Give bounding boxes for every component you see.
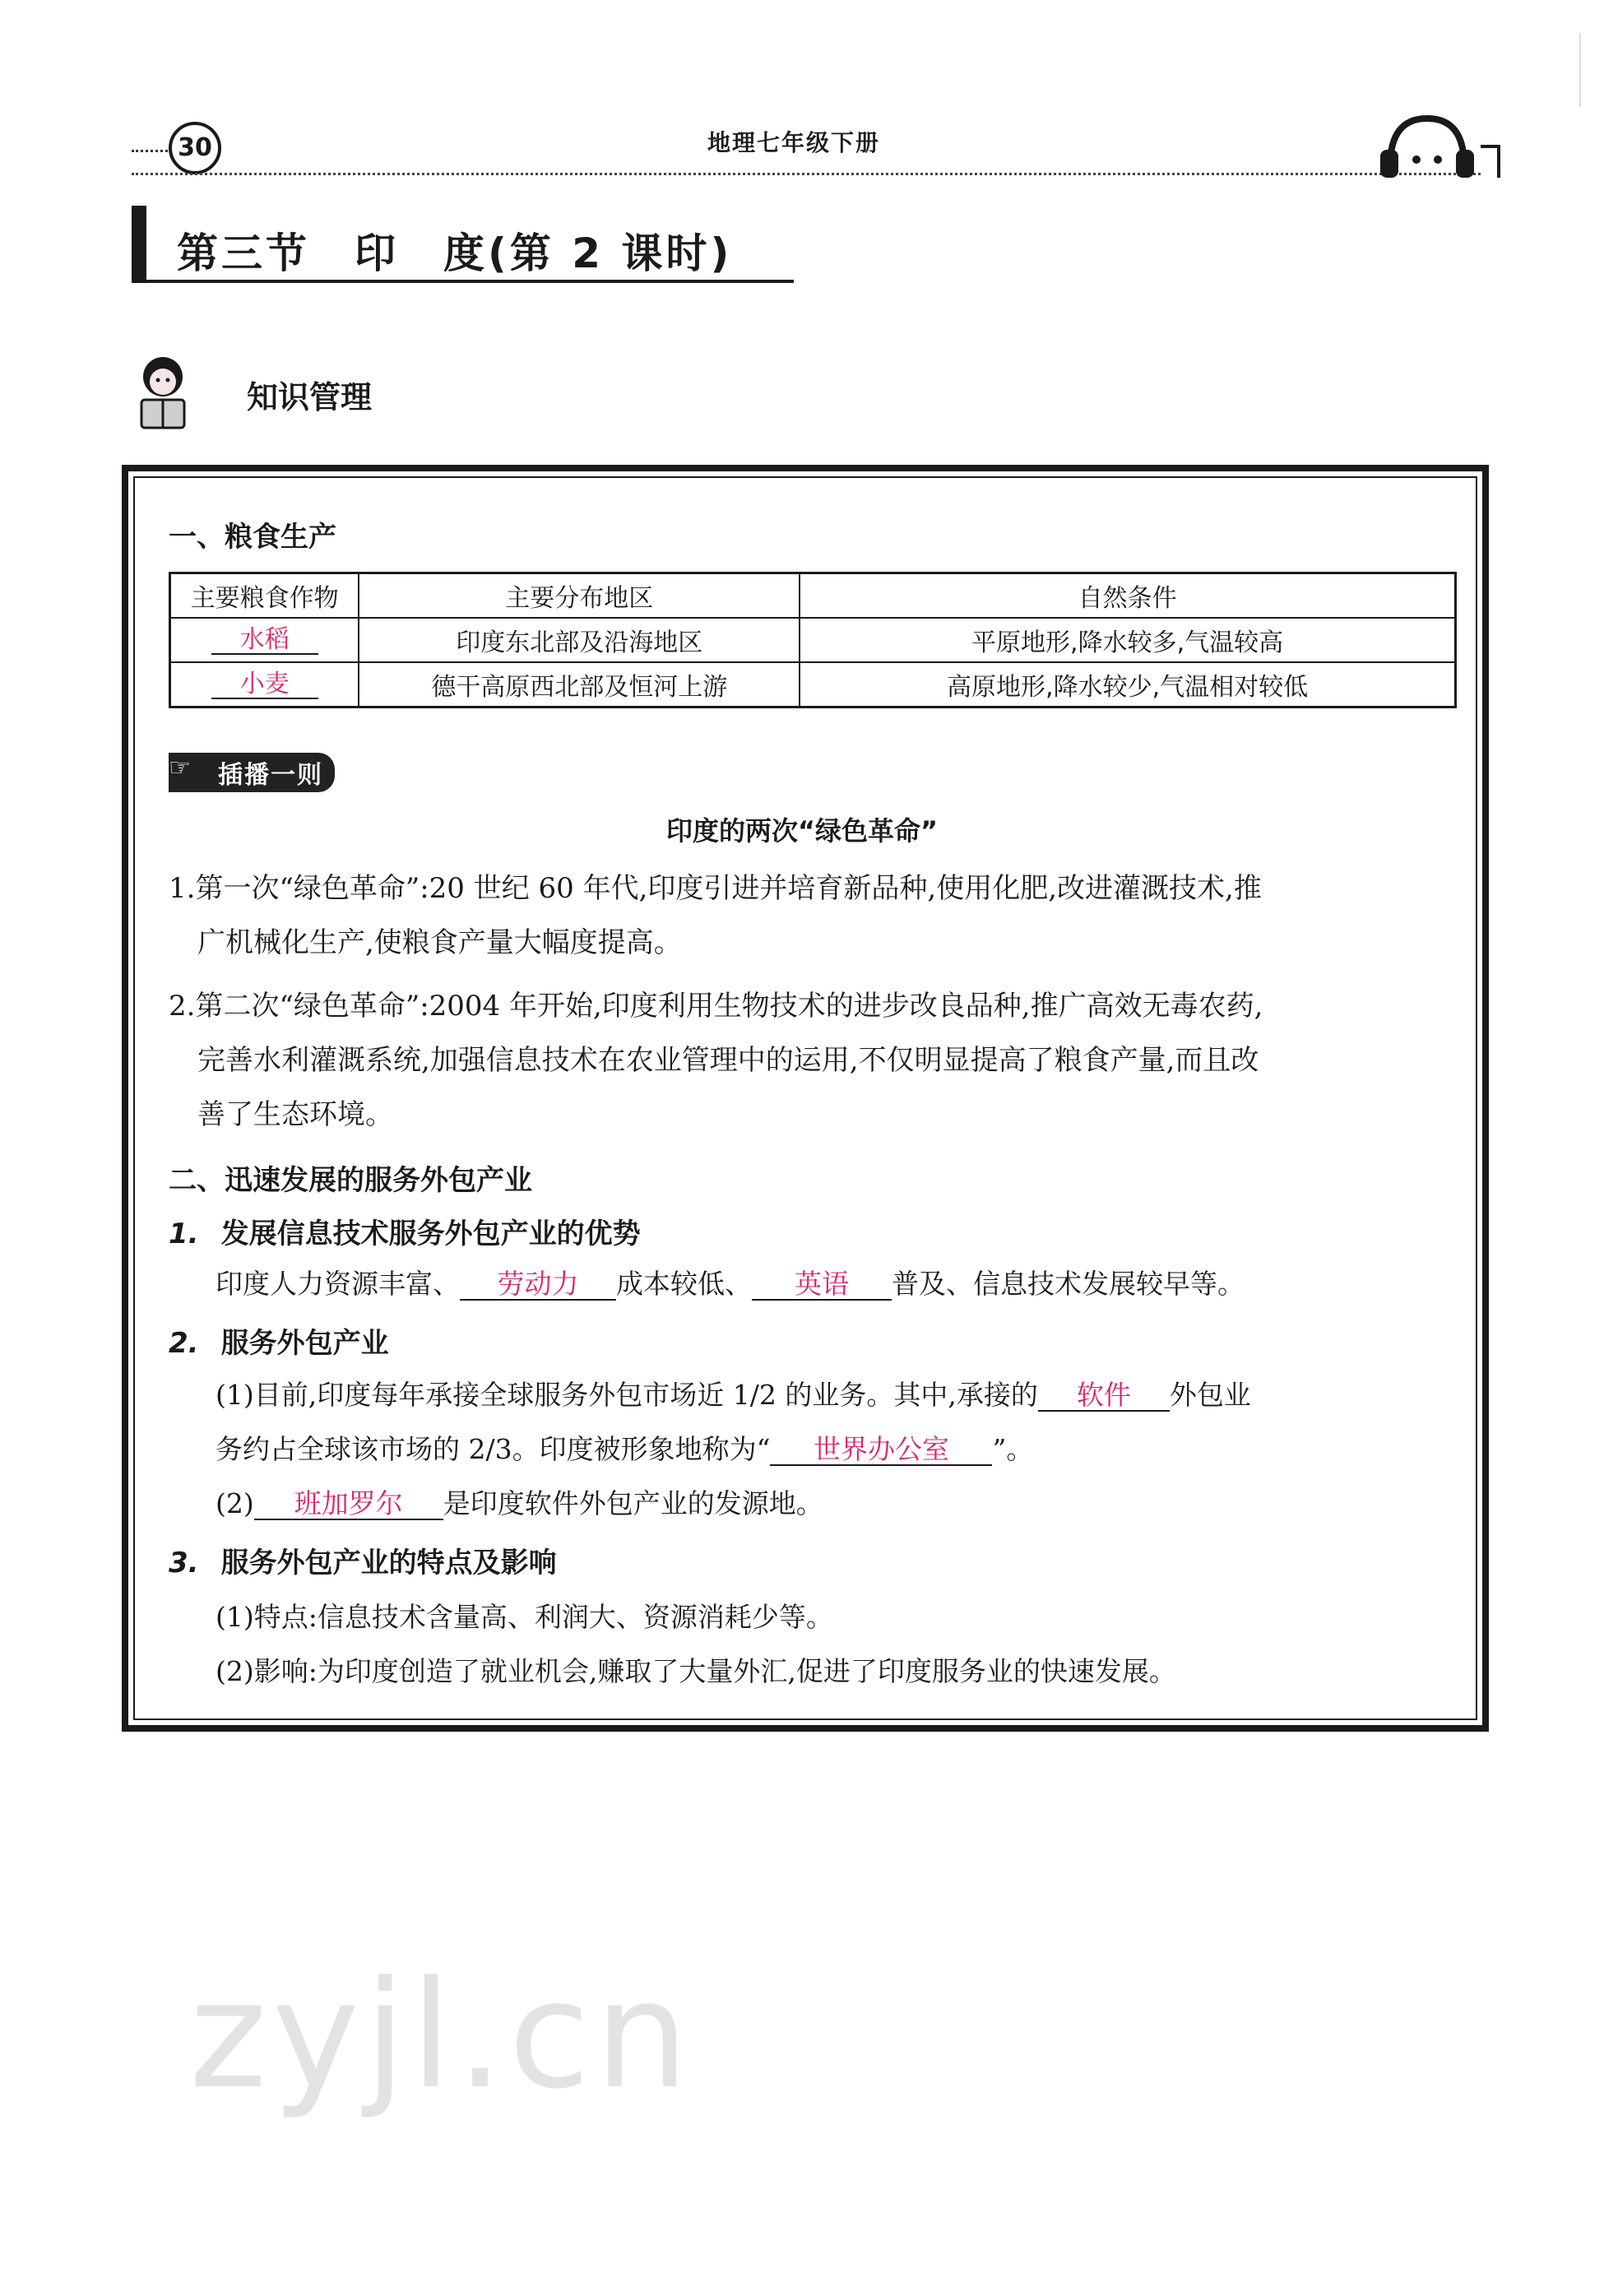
insert-p2-line3: 善了生态环境。 [197, 1098, 393, 1131]
outsourcing-line-1 [216, 1374, 1251, 1412]
insert-p2-line1: 2.第二次“绿色革命”:2004 年开始,印度利用生物技术的进步改良品种,推广高效无毒农药, [169, 990, 1263, 1023]
subsection-3 [169, 1540, 557, 1580]
answer-rice: 水稻 [211, 626, 318, 655]
advantages-text-c: 普及、信息技术发展较早等。 [892, 1268, 1245, 1300]
table-cell-crop [170, 662, 359, 707]
table-header-row [170, 573, 1456, 619]
outsourcing-text-3b: 是印度软件外包产业的发源地。 [443, 1487, 823, 1519]
outsourcing-text-1b: 外包业 [1169, 1379, 1251, 1411]
outsourcing-line-2 [216, 1428, 1033, 1467]
insert-p1-line2: 广机械化生产,使粮食产量大幅度提高。 [197, 926, 682, 959]
header-dots [132, 150, 173, 152]
subsection-2-number: 2. [169, 1327, 199, 1360]
answer-wheat: 小麦 [211, 670, 318, 699]
subsection-1-number: 1. [169, 1218, 199, 1250]
advantages-text-b: 成本较低、 [616, 1268, 752, 1300]
header-corner [1481, 145, 1500, 178]
table-cell-crop [170, 618, 359, 662]
features-line: (1)特点:信息技术含量高、利润大、资源消耗少等。 [216, 1601, 833, 1633]
insert-title: 印度的两次“绿色革命” [665, 815, 939, 847]
page-number: 30 [169, 122, 221, 174]
table-row [170, 618, 1456, 662]
watermark: zyjl.cn [189, 1950, 694, 2122]
outsourcing-line-3 [216, 1482, 823, 1521]
subsection-2 [169, 1320, 389, 1361]
outsourcing-text-2b: ”。 [992, 1433, 1034, 1465]
student-reading-icon [130, 352, 196, 434]
knowledge-title: 知识管理 [247, 379, 373, 415]
answer-bangalore: 班加罗尔 [254, 1489, 443, 1520]
outsourcing-text-2a: 务约占全球该市场的 2/3。印度被形象地称为“ [216, 1433, 771, 1465]
outsourcing-text-1a: (1)目前,印度每年承接全球服务外包市场近 1/2 的业务。其中,承接的 [216, 1379, 1038, 1411]
scan-edge-mark [1579, 33, 1581, 107]
grain-table [169, 572, 1457, 708]
outsourcing-text-3a: (2) [216, 1487, 254, 1519]
header-divider [132, 173, 1481, 175]
table-cell-condition: 平原地形,降水较多,气温较高 [800, 618, 1455, 662]
book-title: 地理七年级下册 [707, 129, 881, 156]
part2-heading: 二、迅速发展的服务外包产业 [169, 1164, 532, 1197]
table-header-region: 主要分布地区 [359, 573, 800, 619]
table-cell-region: 印度东北部及沿海地区 [359, 618, 800, 662]
subsection-3-title: 服务外包产业的特点及影响 [220, 1547, 557, 1579]
pointing-hand-icon: ☞ [169, 754, 191, 782]
advantages-line [216, 1263, 1245, 1301]
answer-world-office: 世界办公室 [770, 1435, 992, 1466]
subsection-2-title: 服务外包产业 [220, 1327, 389, 1360]
answer-software: 软件 [1038, 1380, 1170, 1412]
insert-p1-line1: 1.第一次“绿色革命”:20 世纪 60 年代,印度引进并培育新品种,使用化肥,改进灌溉技术,推 [169, 872, 1262, 905]
impact-line: (2)影响:为印度创造了就业机会,赚取了大量外汇,促进了印度服务业的快速发展。 [216, 1655, 1176, 1687]
subsection-1 [169, 1211, 641, 1251]
answer-english: 英语 [752, 1269, 892, 1301]
subsection-3-number: 3. [169, 1547, 199, 1579]
advantages-text-a: 印度人力资源丰富、 [216, 1268, 460, 1300]
subsection-1-title: 发展信息技术服务外包产业的优势 [220, 1218, 641, 1250]
section-underline [132, 280, 794, 283]
section-title: 第三节 印 度(第 2 课时) [177, 230, 733, 277]
section-bar [132, 206, 146, 281]
table-header-condition: 自然条件 [800, 573, 1455, 619]
headphone-mascot-icon [1374, 109, 1481, 183]
insert-p2-line2: 完善水利灌溉系统,加强信息技术在农业管理中的运用,不仅明显提高了粮食产量,而且改 [197, 1044, 1259, 1077]
part1-heading: 一、粮食生产 [169, 521, 336, 554]
table-row [170, 662, 1456, 707]
table-header-crop: 主要粮食作物 [170, 573, 359, 619]
answer-labor: 劳动力 [460, 1269, 616, 1301]
insert-label: 插播一则 [169, 753, 335, 792]
table-cell-region: 德干高原西北部及恒河上游 [359, 662, 800, 707]
table-cell-condition: 高原地形,降水较少,气温相对较低 [800, 662, 1455, 707]
